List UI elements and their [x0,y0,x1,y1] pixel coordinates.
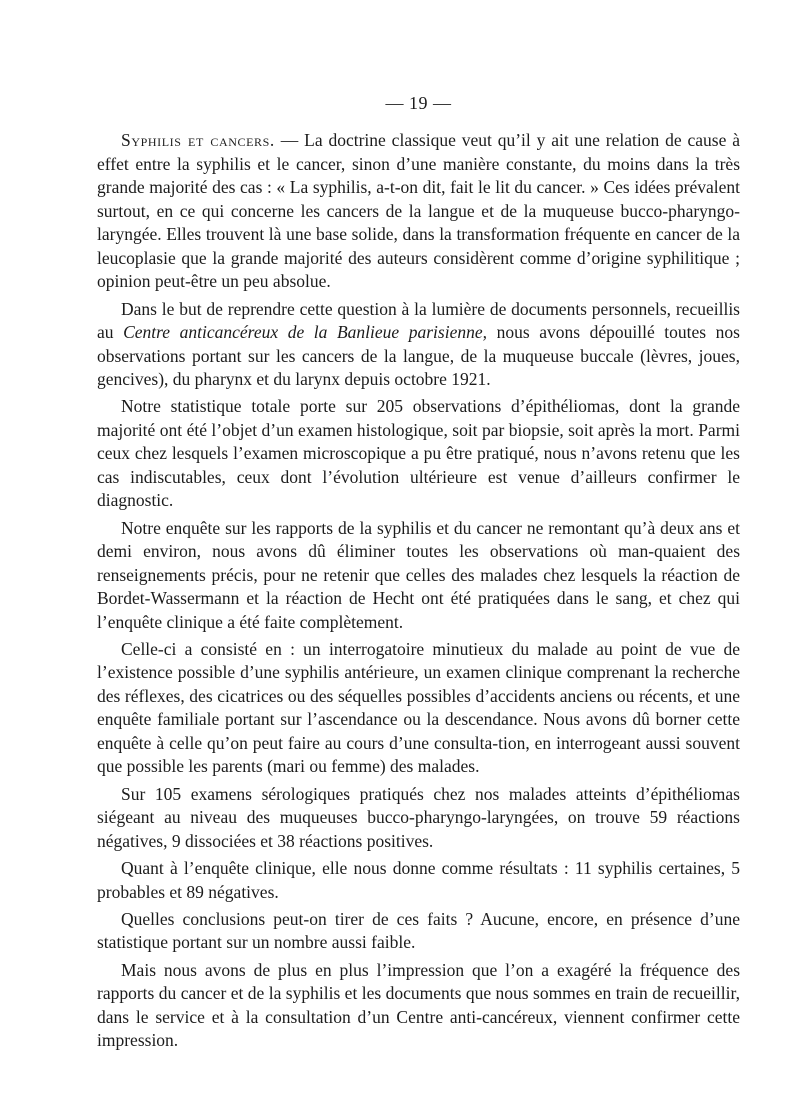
paragraph-text-after: nous avons dépouillé toutes nos observations portant sur les cancers de la langue, de la muqueuse buccale (lèvres, joues, gencives), du pharynx et du larynx depuis octobre 1921. [97,322,740,389]
paragraph-syphilis-et-cancers [97,129,740,293]
paragraph-documents [97,298,740,392]
paragraph-text-before: Dans le but de reprendre cette question à la lumière de documents personnels, recueillis au [97,298,740,343]
paragraph-text: La doctrine classique veut qu’il y ait une relation de cause à effet entre la syphilis et le cancer, sinon d’une manière constante, du moins dans la très grande majorité des cas : « La syphilis, a-t-on dit, fait le lit du cancer. » Ces idées prévalent surtout, en ce qui concerne les cancers de la langue et de la muqueuse bucco-pharyngo-laryngée. Elles trouvent là une base solide, dans la transformation fréquente en cancer de la leucoplasie que la grande majorité des auteurs considèrent comme d’origine syphilitique ; opinion peut-être un peu absolue. [97,130,741,292]
centre-name: Centre anticancéreux de la Banlieue parisienne, [123,322,487,343]
section-heading: Syphilis et cancers. [121,130,275,151]
paragraph-examens-serologiques: Sur 105 examens sérologiques pratiqués chez nos malades atteints d’épithéliomas siégeant au niveau des muqueuses bucco-pharyngo-laryngées, on trouve 59 réactions négatives, 9 dissociées et 38 réactions positives. [97,783,740,851]
paragraph-enquete: Notre enquête sur les rapports de la syphilis et du cancer ne remontant qu’à deux ans et demi environ, nous avons dû éliminer toutes les observations où man-quaient des renseignements précis, pour ne retenir que celles des malades chez lesquels la réaction de Bordet-Wassermann et la réaction de Hecht ont été pratiquées dans le sang, et chez qui l’enquête clinique a été faite complètement. [97,517,740,632]
paragraph-impression: Mais nous avons de plus en plus l’impression que l’on a exagéré la fréquence des rapports du cancer et de la syphilis et les documents que nous sommes en train de recueillir, dans le service et à la consultation d’un Centre anti-cancéreux, viennent confirmer cette impression. [97,959,740,1051]
paragraph-enquete-clinique: Quant à l’enquête clinique, elle nous donne comme résultats : 11 syphilis certaines, 5 probables et 89 négatives. [97,858,740,902]
paragraph-statistique: Notre statistique totale porte sur 205 observations d’épithéliomas, dont la grande majorité ont été l’objet d’un examen histologique, soit par biopsie, soit après la mort. Parmi ceux chez lesquels l’examen microscopique a pu être pratiqué, nous n’avons retenu que les cas indiscutables, ceux dont l’évolution ultérieure est venue d’ailleurs confirmer le diagnostic. [97,396,740,511]
paragraph-conclusions: Quelles conclusions peut-on tirer de ces faits ? Aucune, encore, en présence d’une statistique portant sur un nombre aussi faible. [97,908,740,953]
heading-dash: — [274,130,305,151]
paragraph-interrogatoire: Celle-ci a consisté en : un interrogatoire minutieux du malade au point de vue de l’existence possible d’une syphilis antérieure, un examen clinique comprenant la recherche des réflexes, des cicatrices ou des séquelles possibles d’accidents anciens ou récents, et une enquête familiale portant sur l’ascendance ou la descendance. Nous avons dû borner cette enquête à celle qu’on peut faire au cours d’une consulta-tion, en interrogeant aussi souvent que possible les parents (mari ou femme) des malades. [97,638,740,777]
page-number: — 19 — [385,93,452,113]
